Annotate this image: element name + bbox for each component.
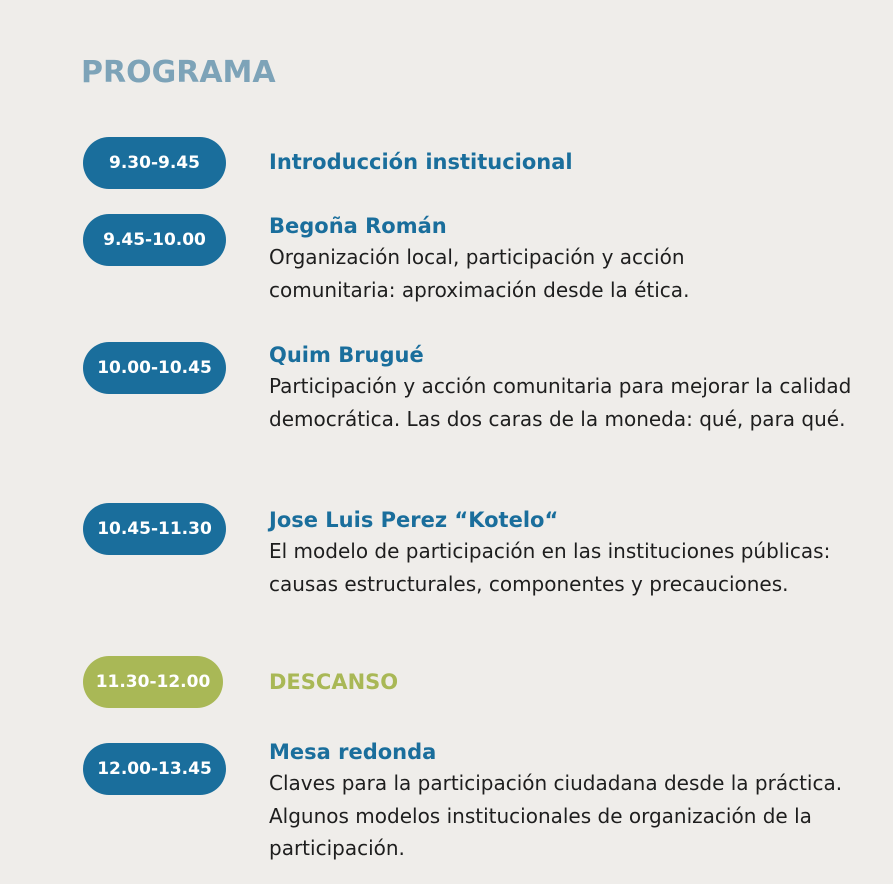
schedule-item-text <box>269 211 879 306</box>
speaker-name: Jose Luis Perez “Kotelo“ <box>269 508 559 532</box>
speaker-name: Begoña Román <box>269 214 447 238</box>
time-badge: 10.00-10.45 <box>83 342 226 394</box>
time-badge: 9.30-9.45 <box>83 137 226 189</box>
break-label: DESCANSO <box>269 670 399 694</box>
session-description: Organización local, participación y acción comunitaria: aproximación desde la ética. <box>269 245 690 302</box>
time-badge: 12.00-13.45 <box>83 743 226 795</box>
session-title: Mesa redonda <box>269 740 437 764</box>
schedule-item-text <box>269 737 879 865</box>
schedule-item-text <box>269 505 879 600</box>
schedule-item-text <box>269 667 879 697</box>
speaker-name: Quim Brugué <box>269 343 424 367</box>
schedule-item-text <box>269 147 879 177</box>
time-badge: 10.45-11.30 <box>83 503 226 555</box>
session-title: Introducción institucional <box>269 150 573 174</box>
session-description: Claves para la participación ciudadana desde la práctica. Algunos modelos institucionales de organización de la participación. <box>269 771 843 860</box>
page-title: PROGRAMA <box>81 55 276 90</box>
time-badge: 11.30-12.00 <box>83 656 223 708</box>
session-description: El modelo de participación en las instituciones públicas: causas estructurales, componentes y precauciones. <box>269 539 831 596</box>
time-badge: 9.45-10.00 <box>83 214 226 266</box>
session-description: Participación y acción comunitaria para mejorar la calidad democrática. Las dos caras de la moneda: qué, para qué. <box>269 374 852 431</box>
schedule-item-text <box>269 340 879 435</box>
